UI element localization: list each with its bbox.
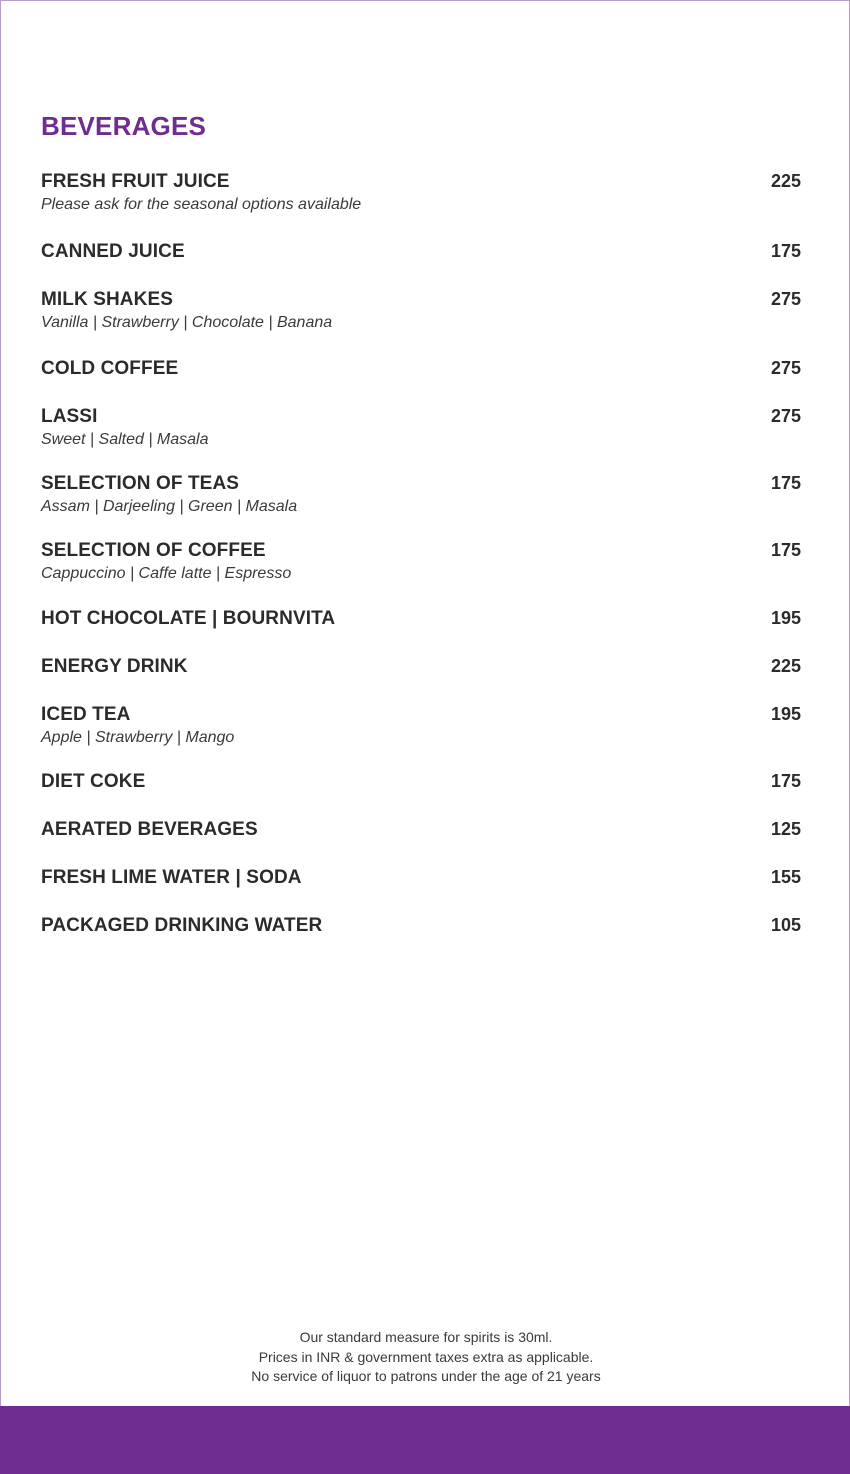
item-name: ENERGY DRINK <box>41 656 188 677</box>
menu-item-milk-shakes <box>41 289 801 332</box>
item-description: Vanilla | Strawberry | Chocolate | Banana <box>41 314 333 331</box>
menu-item-row <box>41 289 801 311</box>
item-name: COLD COFFEE <box>41 358 179 379</box>
item-name: HOT CHOCOLATE | BOURNVITA <box>41 608 336 629</box>
menu-item-row <box>41 915 801 937</box>
footer-note-age: No service of liquor to patrons under the age of 21 years <box>251 1368 601 1384</box>
menu-item-diet-coke <box>41 771 801 793</box>
menu-item-selection-of-teas <box>41 473 801 516</box>
item-name: FRESH LIME WATER | SODA <box>41 867 302 888</box>
item-name: MILK SHAKES <box>41 289 173 310</box>
item-price: 225 <box>770 656 801 676</box>
menu-item-row <box>41 819 801 841</box>
item-price: 175 <box>770 771 801 791</box>
menu-item-row <box>41 656 801 678</box>
item-price: 275 <box>770 358 801 378</box>
menu-item-fresh-fruit-juice <box>41 171 801 214</box>
menu-item-fresh-lime-water <box>41 867 801 889</box>
menu-item-row <box>41 771 801 793</box>
item-price: 225 <box>770 171 801 191</box>
item-price: 195 <box>770 608 801 628</box>
item-price: 105 <box>770 915 801 935</box>
menu-item-canned-juice <box>41 241 801 263</box>
item-price: 155 <box>770 867 801 887</box>
menu-item-lassi <box>41 406 801 449</box>
menu-item-packaged-drinking-water <box>41 915 801 937</box>
item-price: 195 <box>770 704 801 724</box>
item-description: Cappuccino | Caffe latte | Espresso <box>41 565 292 582</box>
item-name: ICED TEA <box>41 704 131 725</box>
item-name: SELECTION OF TEAS <box>41 473 240 494</box>
menu-item-row <box>41 473 801 495</box>
footer-color-bar <box>0 1406 850 1474</box>
item-price: 125 <box>770 819 801 839</box>
item-price: 275 <box>770 289 801 309</box>
menu-item-row <box>41 171 801 193</box>
item-name: CANNED JUICE <box>41 241 185 262</box>
menu-item-row <box>41 406 801 428</box>
item-name: DIET COKE <box>41 771 146 792</box>
item-name: AERATED BEVERAGES <box>41 819 258 840</box>
item-price: 175 <box>770 473 801 493</box>
menu-item-aerated-beverages <box>41 819 801 841</box>
footer-notes <box>1 1328 850 1387</box>
menu-item-row <box>41 704 801 726</box>
item-name: PACKAGED DRINKING WATER <box>41 915 323 936</box>
menu-item-selection-of-coffee <box>41 540 801 583</box>
footer-note-prices: Prices in INR & government taxes extra as applicable. <box>258 1348 594 1365</box>
item-price: 175 <box>770 540 801 560</box>
menu-item-row <box>41 241 801 263</box>
item-price: 275 <box>770 406 801 426</box>
item-name: SELECTION OF COFFEE <box>41 540 266 561</box>
item-description: Apple | Strawberry | Mango <box>41 729 235 746</box>
section-title: BEVERAGES <box>41 111 207 141</box>
menu-item-hot-chocolate <box>41 608 801 630</box>
menu-item-row <box>41 867 801 889</box>
menu-item-cold-coffee <box>41 358 801 380</box>
item-description: Sweet | Salted | Masala <box>41 431 209 448</box>
item-name: FRESH FRUIT JUICE <box>41 171 230 192</box>
footer-note-measure: Our standard measure for spirits is 30ml. <box>299 1329 553 1345</box>
menu-item-energy-drink <box>41 656 801 678</box>
menu-item-iced-tea <box>41 704 801 747</box>
item-description: Assam | Darjeeling | Green | Masala <box>41 498 298 515</box>
menu-item-row <box>41 608 801 630</box>
item-description: Please ask for the seasonal options available <box>41 196 362 213</box>
menu-item-row <box>41 540 801 562</box>
item-name: LASSI <box>41 406 98 427</box>
item-price: 175 <box>770 241 801 261</box>
menu-item-row <box>41 358 801 380</box>
